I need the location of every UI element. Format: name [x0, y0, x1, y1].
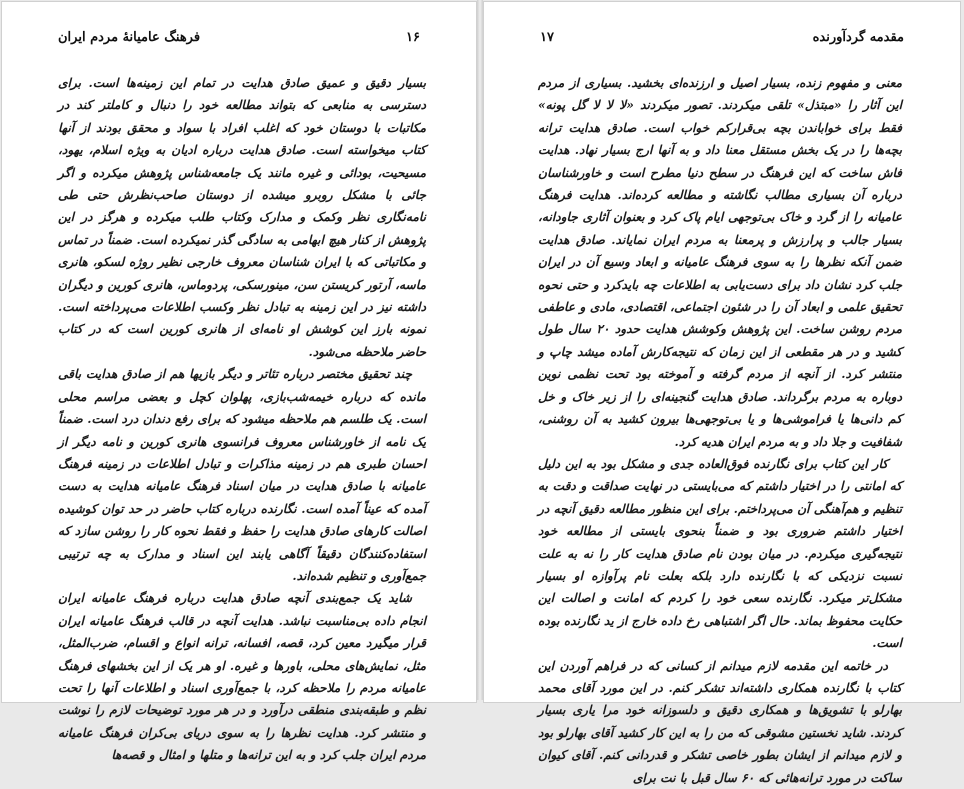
page-header — [540, 30, 904, 52]
running-title: مقدمه گردآورنده — [812, 30, 904, 45]
paragraph: چند تحقیق مختصر درباره تئاتر و دیگر بازیها هم از صادق هدایت باقی مانده که درباره خیمه‌شب‌بازی، پهلوان کچل و بعضی مراسم محلی است. یک طلسم هم ملاحظه میشود که برای رفع دندان درد است. ضمناً یک نامه از خاورشناس معروف فرانسوی هانری کورین و نامه دیگر از احسان طبری هم در زمینه مذاکرات و تبادل اطلاعات در زمینه فرهنگ عامیانه با صادق هدایت در میان اسناد فرهنگ عامیانه هدایت به دست آمده که عیناً آمده است. نگارنده درباره کتاب حاضر در حد توان کوشیده اصالت کارهای صادق هدایت را حفظ و فقط نحوه کار را روشن سازد که استفاده‌کنندگان دقیقاً آگاهی یابند این اسناد و مدارک به چه ترتیبی جمع‌آوری و تنظیم شده‌اند. — [58, 367, 426, 583]
paragraph: معنی و مفهوم زنده، بسیار اصیل و ارزنده‌ای بخشید. بسیاری از مردم این آثار را «مبتذل» تلقی میکردند. تصور میکردند «لا لا لا گل پونه» فقط برای خواباندن بچه بی‌قرارکم خواب است. صادق هدایت ترانه بچه‌ها را در یک بخش مستقل معنا داد و به آنها ارج بسیار نهاد. هدایت فاش ساخت که این فرهنگ در سطح دنیا مطرح است و خاورشناسان درباره آن بسیاری مطالب نگاشته و مطالعه کرده‌اند. هدایت فرهنگ عامیانه را از گرد و خاک بی‌توجهی ایام پاک کرد و بعنوان آثاری جاودانه، بسیار جالب و پرارزش و پرمعنا به مردم ایران نمایاند. صادق هدایت ضمن آنکه نظرها را به سوی فرهنگ عامیانه و ابعاد وسیع آن در ایران جلب کرد نشان داد برای دست‌یابی به اطلاعات چه بایدکرد و حتی نحوه تحقیق علمی و ابعاد آن را در شئون اجتماعی، اقتصادی، مادی و عاطفی مردم روشن ساخت. این پژوهش وکوشش هدایت حدود ۲۰ سال طول کشید و در هر مقطعی از این زمان که نتیجه‌کارش آماده میشد چاپ و منتشر کرد. از آنچه از مردم گرفته و آموخته بود تحت نظمی نوین دوباره به مردم برگرداند. صادق هدایت گنجینه‌ای را از زیر خاک و خل کم دانی‌ها یا فراموشی‌ها و یا بی‌توجهی‌ها بیرون کشید به آن روشنی، شفافیت و جلا داد و به مردم ایران هدیه کرد. — [538, 76, 902, 449]
paragraph: در خاتمه این مقدمه لازم میدانم از کسانی که در فراهم آوردن این کتاب با نگارنده همکاری داشته‌اند تشکر کنم. در این مورد آقای محمد بهارلو با تشویق‌ها و همکاری دقیق و دلسوزانه خود مرا یاری بسیار کردند. شاید نخستین مشوقی که من را به این کار کشید آقای بهارلو بود و لازم میدانم از ایشان بطور خاصی تشکر و قدردانی کنم. آقای کیوان ساکت در مورد ترانه‌هائی که ۶۰ سال قبل با نت برای — [538, 658, 902, 785]
page-body — [538, 72, 902, 785]
right-page — [484, 2, 960, 785]
page-body — [58, 72, 426, 763]
paragraph: شاید یک جمع‌بندی آنچه صادق هدایت درباره فرهنگ عامیانه ایران انجام داده بی‌مناسبت نباشد. هدایت آنچه در قالب فرهنگ عامیانه ایران قرار میگیرد معین کرد، قصه، افسانه، ترانه انواع و اقسام، ضرب‌المثل، مثل، نمایش‌های محلی، باورها و غیره. او هر یک از این بخشهای فرهنگ عامیانه مردم را ملاحظه کرد، با جمع‌آوری اسناد و اطلاعات آنها را تحت نظم و طبقه‌بندی منطقی درآورد و در هر مورد توضیحات لازم را نوشت و منتشر کرد. هدایت نظرها را به سوی دریای بی‌کران فرهنگ عامیانه مردم ایران جلب کرد و به این ترانه‌ها و متلها و امثال و قصه‌ها — [58, 591, 426, 763]
page-header — [58, 30, 420, 52]
paragraph: کار این کتاب برای نگارنده فوق‌العاده جدی و مشکل بود به این دلیل که امانتی را در اختیار داشتم که می‌بایستی در نهایت صداقت و دقت به تنظیم و هم‌آهنگی آن می‌پرداختم. برای این منظور مطالعه دقیق آنچه در اختیار داشتم ضروری بود و ضمناً بنحوی بایستی از مطالعه خود نتیجه‌گیری میکردم. در میان بودن نام صادق هدایت کار را نه به علت نسبت نزدیکی که با نگارنده دارد بلکه بعلت نام پرآوازه او بسیار مشکل‌تر میکرد. نگارنده سعی خود را کردم که امانت و اصالت این حکایت محفوظ بماند. حال اگر اشتباهی رخ داده خارج از ید نگارنده بوده است. — [538, 456, 902, 651]
book-gutter — [477, 0, 483, 700]
page-number: ۱۷ — [540, 30, 554, 45]
left-page — [2, 2, 476, 763]
running-title: فرهنگ عامیانهٔ مردم ایران — [58, 30, 201, 45]
page-number: ۱۶ — [406, 30, 420, 45]
paragraph: بسیار دقیق و عمیق صادق هدایت در تمام این زمینه‌ها است. برای دسترسی به منابعی که بتواند مطالعه خود را دنبال و کاملتر کند در مکاتبات با دوستان خود که اغلب افراد با سواد و محقق بودند از آنها کتاب میخواسته است. صادق هدایت درباره ادیان به ویژه اسلام، یهود، مسیحیت، بودائی و غیره مانند یک جامعه‌شناس پژوهش میکرده و اگر جائی با مشکل روبرو میشده از دوستان صاحب‌نظرش حتی طی نامه‌نگاری نظر وکمک و مدارک وکتاب طلب میکرده و هرگز در این پژوهش از کنار هیچ ابهامی به سادگی گذر نمیکرده است. ضمناً در تماس و مکاتباتی که با ایران شناسان معروف خارجی نظیر روژه لسکو، هانری ماسه، آرتور کریستن سن، مینورسکی، پردوماس، هانری کورین و دیگران داشته نیز در این زمینه به تبادل نظر وکسب اطلاعات می‌پرداخته است. نمونه بارز این کوشش او نامه‌ای از هانری کورین است که در کتاب حاضر ملاحظه می‌شود. — [58, 76, 426, 359]
